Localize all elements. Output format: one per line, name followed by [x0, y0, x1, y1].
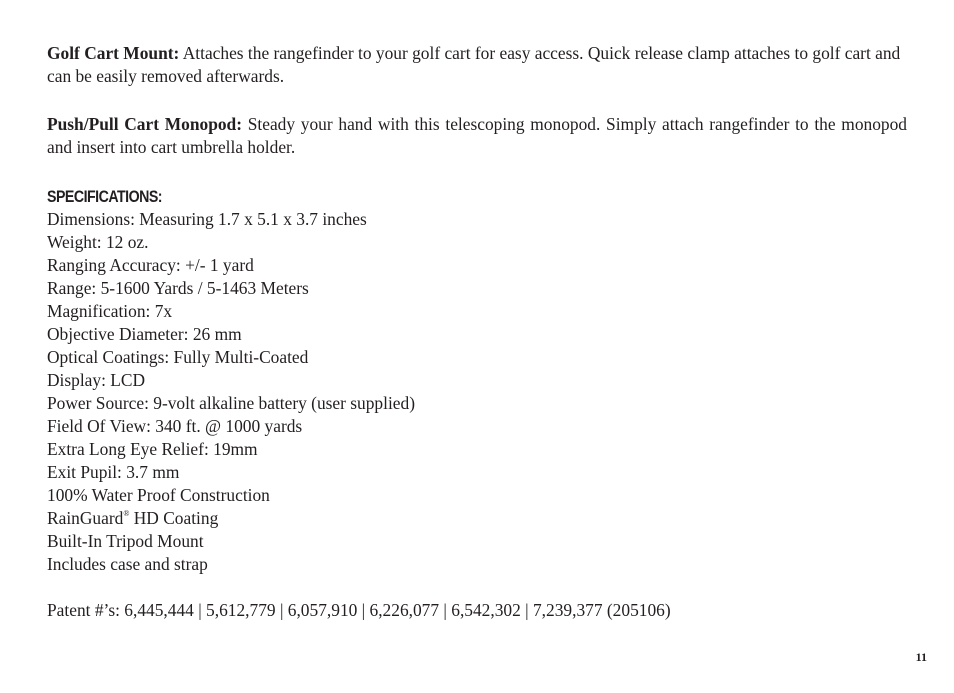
spec-item-display: Display: LCD	[47, 370, 146, 390]
push-pull-monopod-label: Push/Pull Cart Monopod:	[47, 114, 243, 134]
spec-item-waterproof: 100% Water Proof Construction	[47, 485, 270, 505]
spec-item-tripod-mount: Built-In Tripod Mount	[47, 531, 204, 551]
spec-item-eye-relief: Extra Long Eye Relief: 19mm	[47, 439, 258, 459]
specifications-list	[47, 208, 907, 576]
registered-mark: ®	[123, 509, 130, 518]
push-pull-monopod-paragraph	[47, 113, 907, 159]
spec-item-exit-pupil: Exit Pupil: 3.7 mm	[47, 462, 180, 482]
spec-item-optical-coatings: Optical Coatings: Fully Multi-Coated	[47, 347, 309, 367]
golf-cart-mount-text: Attaches the rangefinder to your golf cart for easy access. Quick release clamp attaches to golf cart and can be easily removed afterwards.	[47, 43, 901, 86]
golf-cart-mount-label: Golf Cart Mount:	[47, 43, 180, 63]
spec-item-objective-diameter: Objective Diameter: 26 mm	[47, 324, 242, 344]
spec-item-magnification: Magnification: 7x	[47, 301, 173, 321]
spec-item-ranging-accuracy: Ranging Accuracy: +/- 1 yard	[47, 255, 254, 275]
page-number: 11	[915, 650, 927, 664]
golf-cart-mount-paragraph	[47, 42, 907, 88]
spec-item-range: Range: 5-1600 Yards / 5-1463 Meters	[47, 278, 309, 298]
spec-item-dimensions: Dimensions: Measuring 1.7 x 5.1 x 3.7 inches	[47, 209, 367, 229]
rainguard-rest: HD Coating	[129, 508, 219, 528]
rainguard-name: RainGuard	[47, 508, 124, 528]
manual-page-content	[47, 42, 907, 622]
push-pull-monopod-text: Steady your hand with this telescoping monopod. Simply attach rangefinder to the monopod and insert into cart umbrella holder.	[47, 114, 907, 157]
spec-item-rainguard	[47, 507, 907, 530]
spec-item-power-source: Power Source: 9-volt alkaline battery (user supplied)	[47, 393, 415, 413]
specifications-heading: SPECIFICATIONS:	[47, 188, 162, 206]
patent-numbers: Patent #’s: 6,445,444 | 5,612,779 | 6,057,910 | 6,226,077 | 6,542,302 | 7,239,377 (205106)	[47, 600, 671, 620]
spec-item-weight: Weight: 12 oz.	[47, 232, 149, 252]
spec-item-field-of-view: Field Of View: 340 ft. @ 1000 yards	[47, 416, 303, 436]
spec-item-case-strap: Includes case and strap	[47, 554, 208, 574]
